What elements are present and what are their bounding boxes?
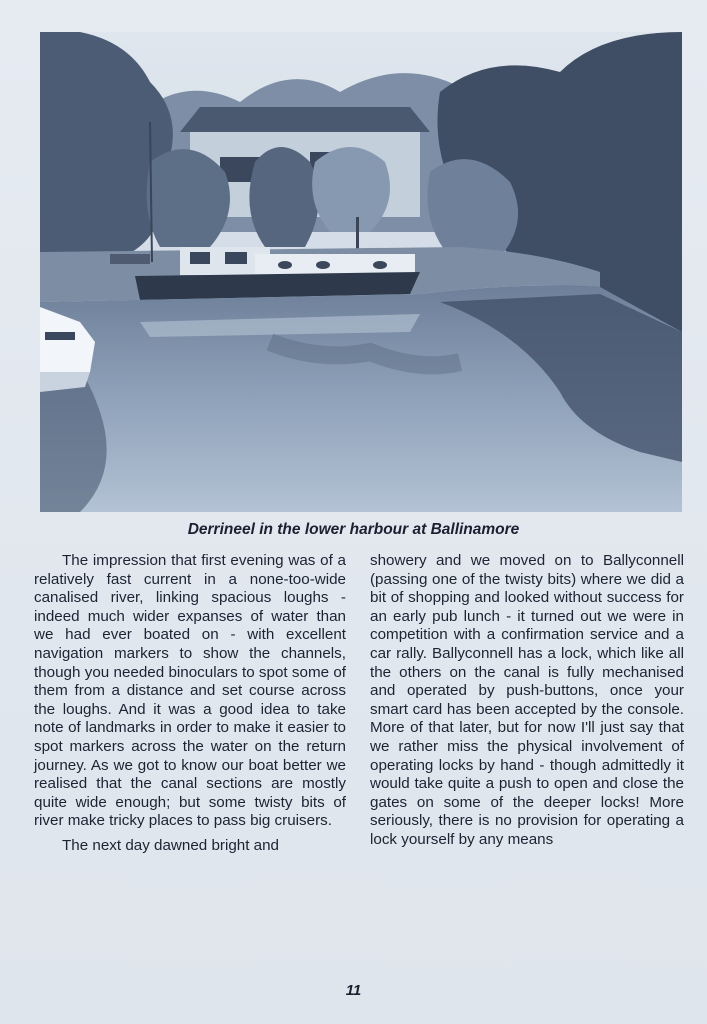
page-number: 11 bbox=[345, 982, 362, 999]
paragraph: The impression that first evening was of a relatively fast current in a none-too-wide canalised river, linking spacious loughs - indeed much wider expanses of water than we had ever boated on - with excellent navigation markers to show the channels, though you needed binoculars to spot some of them from a distance and set course across the loughs. And it was a good idea to take note of landmarks in order to make it easier to spot markers across the water on the return journey. As we got to know our boat better we realised that the canal sections are mostly quite wide enough; but some twisty bits of river make tricky places to pass big cruisers. bbox=[34, 552, 346, 830]
photo-caption: Derrineel in the lower harbour at Ballinamore bbox=[187, 521, 520, 538]
paragraph: The next day dawned bright and bbox=[62, 836, 279, 854]
harbour-photo bbox=[40, 32, 682, 512]
text-column-right bbox=[370, 552, 684, 850]
paragraph: showery and we moved on to Ballyconnell (passing one of the twisty bits) where we did a bit of shopping and looked without success for an early pub lunch - it turned out we were in competition with a confirmation service and a car rally. Ballyconnell has a lock, which like all the others on the canal is fully mechanised and operated by push-buttons, once your smart card has been accepted by the console. More of that later, but for now I'll just say that we rather miss the physical involvement of operating locks by hand - though admittedly it would take quite a push to open and close the gates on some of the deeper locks! More seriously, there is no provision for operating a lock yourself by any means bbox=[370, 552, 684, 848]
text-column-left bbox=[34, 552, 346, 856]
